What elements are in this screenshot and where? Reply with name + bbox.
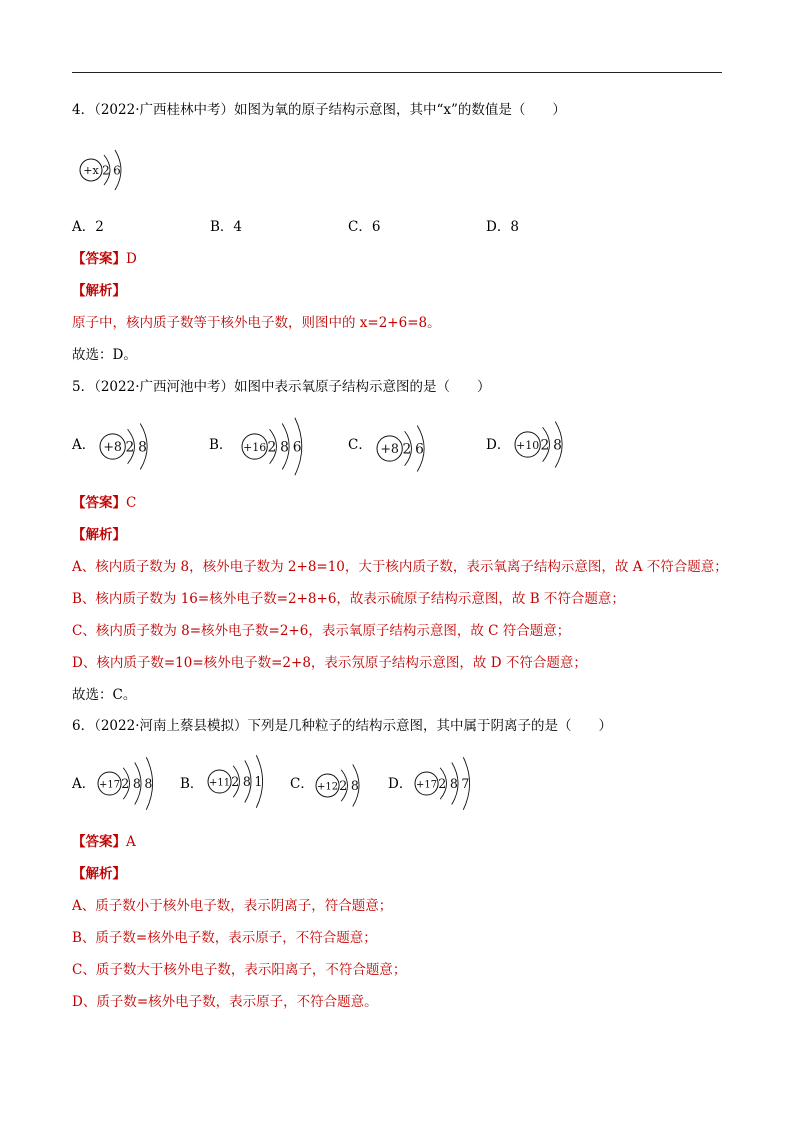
shell-electron-count: 2 — [438, 776, 447, 792]
answer-value: C — [126, 495, 137, 511]
nucleus-charge: +17 — [99, 779, 121, 791]
q4-answer — [72, 250, 137, 268]
shell-electron-count: 8 — [138, 439, 147, 456]
q5-option-a-diagram — [98, 412, 174, 481]
shell-electron-count: 8 — [350, 778, 359, 794]
answer-tag: 【答案】 — [72, 495, 126, 511]
q5-option-d-label[interactable]: D． — [486, 437, 511, 453]
q5-analysis-line: B、核内质子数为 16=核外电子数=2+8+6，故表示硫原子结构示意图，故 B 不符合题意； — [72, 591, 625, 607]
answer-tag: 【答案】 — [72, 834, 126, 850]
q5-title: 5．（2022·广西河池中考）如图中表示氧原子结构示意图的是（ ） — [72, 379, 491, 395]
q4-title: 4．（2022·广西桂林中考）如图为氧的原子结构示意图，其中“x”的数值是（ ） — [72, 102, 566, 118]
shell-electron-count: 2 — [231, 774, 240, 790]
q4-conclusion: 故选：D。 — [72, 347, 137, 363]
q5-answer — [72, 494, 136, 512]
q4-option-d[interactable]: D．8 — [486, 219, 519, 235]
nucleus-charge: +8 — [103, 439, 122, 455]
shell-electron-count: 8 — [280, 439, 289, 456]
q6-option-a-label[interactable]: A． — [72, 776, 96, 792]
q6-option-c-diagram — [314, 754, 383, 817]
shell-electron-count: 2 — [339, 778, 348, 794]
shell-electron-count: 8 — [242, 774, 251, 790]
shell-electron-count: 1 — [254, 774, 263, 790]
q5-option-a-label[interactable]: A． — [72, 437, 96, 453]
q6-analysis-tag: 【解析】 — [72, 866, 126, 882]
q4-option-c[interactable]: C．6 — [348, 219, 381, 235]
q6-option-d-label[interactable]: D． — [388, 776, 413, 792]
answer-value: A — [126, 834, 136, 850]
nucleus-charge: +8 — [380, 441, 399, 457]
nucleus-charge: +16 — [243, 441, 267, 455]
shell-electron-count: 6 — [292, 439, 302, 456]
q4-atom-diagram — [78, 140, 144, 200]
shell-electron-count: 2 — [102, 163, 110, 178]
shell-electron-count: 2 — [267, 439, 277, 456]
header-rule — [72, 72, 722, 73]
q6-option-a-diagram — [96, 752, 177, 815]
shell-electron-count: 8 — [132, 776, 141, 792]
nucleus-charge: +x — [83, 164, 99, 177]
q5-analysis-line: C、核内质子数为 8=核外电子数=2+6，表示氧原子结构示意图，故 C 符合题意； — [72, 623, 571, 639]
shell-electron-count: 8 — [449, 776, 458, 792]
shell-electron-count: 8 — [553, 437, 562, 454]
q5-option-c-diagram — [375, 414, 451, 483]
q6-option-d-diagram — [413, 752, 494, 815]
q4-analysis-tag: 【解析】 — [72, 283, 126, 299]
q4-analysis-line: 原子中，核内质子数等于核外电子数，则图中的 x=2+6=8。 — [72, 315, 441, 331]
shell-electron-count: 6 — [113, 163, 121, 178]
q5-analysis-line: D、核内质子数=10=核外电子数=2+8，表示氖原子结构示意图，故 D 不符合题意； — [72, 655, 587, 671]
q6-option-b-label[interactable]: B． — [180, 776, 204, 792]
q6-option-c-label[interactable]: C． — [290, 776, 314, 792]
nucleus-charge: +10 — [516, 439, 540, 453]
q6-answer — [72, 833, 136, 851]
q4-option-b[interactable]: B．4 — [210, 219, 243, 235]
q6-analysis-line: C、质子数大于核外电子数，表示阳离子，不符合题意； — [72, 962, 407, 978]
q5-option-c-label[interactable]: C． — [348, 437, 372, 453]
shell-electron-count: 8 — [144, 776, 153, 792]
shell-electron-count: 2 — [402, 441, 412, 458]
q4-option-a[interactable]: A．2 — [72, 219, 104, 235]
shell-electron-count: 2 — [540, 437, 550, 454]
shell-electron-count: 7 — [461, 776, 470, 792]
q5-option-d-diagram — [513, 410, 589, 479]
shell-electron-count: 2 — [125, 439, 135, 456]
q6-option-b-diagram — [206, 750, 287, 813]
q6-analysis-line: B、质子数=核外电子数，表示原子，不符合题意； — [72, 930, 377, 946]
nucleus-charge: +12 — [317, 781, 339, 793]
q5-analysis-line: A、核内质子数为 8，核外电子数为 2+8=10，大于核内质子数，表示氧离子结构示意图，故 A 不符合题意； — [72, 559, 728, 575]
answer-tag: 【答案】 — [72, 251, 126, 267]
q5-option-b-label[interactable]: B． — [209, 437, 233, 453]
shell-electron-count: 2 — [121, 776, 130, 792]
nucleus-charge: +17 — [416, 779, 438, 791]
answer-value: D — [126, 251, 137, 267]
q5-analysis-tag: 【解析】 — [72, 527, 126, 543]
q5-conclusion: 故选：C。 — [72, 687, 137, 703]
q6-analysis-line: D、质子数=核外电子数，表示原子，不符合题意。 — [72, 994, 378, 1010]
q5-option-b-diagram — [240, 412, 328, 481]
q6-analysis-line: A、质子数小于核外电子数，表示阴离子，符合题意； — [72, 898, 393, 914]
q6-title: 6．（2022·河南上蔡县模拟）下列是几种粒子的结构示意图，其中属于阴离子的是（ ） — [72, 718, 612, 734]
nucleus-charge: +11 — [209, 777, 231, 789]
shell-electron-count: 6 — [415, 441, 424, 458]
